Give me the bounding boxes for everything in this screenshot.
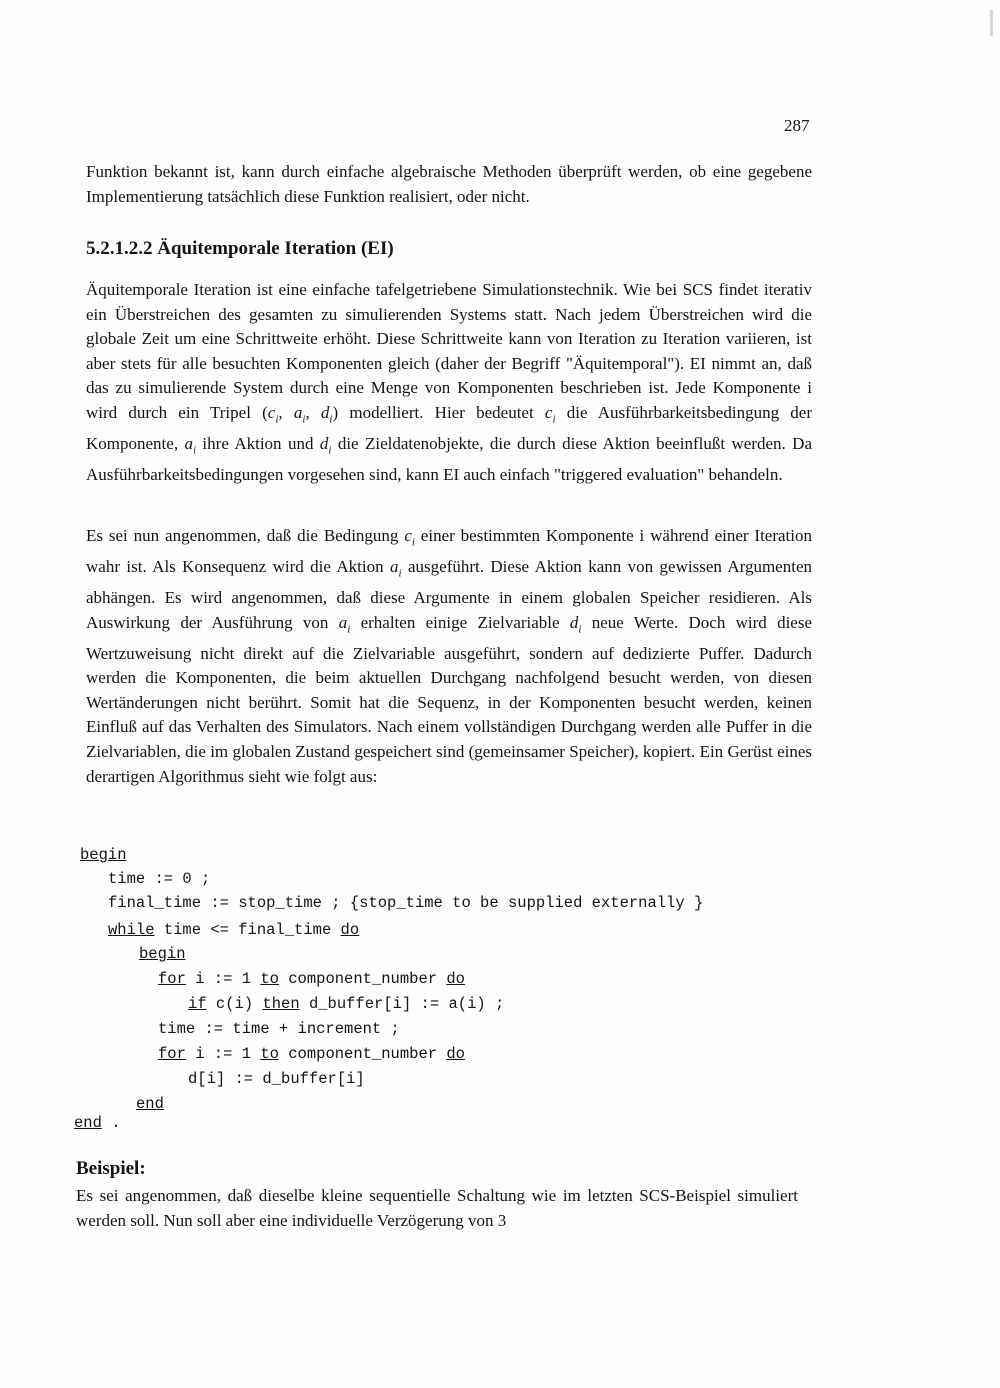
page-number: 287 [784,116,810,135]
intro-paragraph: Funktion bekannt ist, kann durch einfache algebraische Methoden überprüft werden, ob eine gegebene Implementierung tatsächlich diese Funktion realisiert, oder nicht. [86,162,812,206]
code-line-init-time: time := 0 ; [108,870,211,888]
code-line-increment: time := time + increment ; [158,1020,400,1038]
code-line-end: end . [74,1114,121,1132]
code-line-if: if c(i) then d_buffer[i] := a(i) ; [188,995,505,1013]
code-line-copy-buffer: d[i] := d_buffer[i] [188,1070,365,1088]
paragraph-ei-execution: Es sei nun angenommen, daß die Bedingung $c_i$ einer bestimmten Komponente i während einer Iteration wahr ist. Als Konsequenz wird die Aktion $a_i$ ausgeführt. Diese Aktion kann von gewissen Argumenten abhängen. Es wird angenommen, daß diese Argumente in einem globalen Speicher residieren. Als Auswirkung der Ausführung von $a_i$ erhalten einige Zielvariable $d_i$ neue Werte. Doch wird diese Wertzuweisung nicht direkt auf die Zielvariable ausgeführt, sondern auf dedizierte Puffer. Dadurch werden die Komponenten, die beim aktuellen Durchgang nachfolgend besucht werden, von diesen Wertänderungen nicht berührt. Somit hat die Sequenz, in der Komponenten besucht werden, keinen Einfluß auf das Verhalten des Simulators. Nach einem vollständigen Durchgang werden alle Puffer in die Zielvariablen, die im globalen Zustand gespeichert sind (gemeinsamer Speicher), kopiert. Ein Gerüst eines derartigen Algorithmus sieht wie folgt aus: [86,526,813,786]
section-heading: 5.2.1.2.2 Äquitemporale Iteration (EI) [86,238,394,259]
code-line-final-time: final_time := stop_time ; {stop_time to be supplied externally } [108,894,704,912]
example-heading: Beispiel: [76,1158,146,1179]
code-line-inner-end: end [136,1095,164,1113]
paragraph-ei-description: Äquitemporale Iteration ist eine einfache tafelgetriebene Simulationstechnik. Wie bei SCS findet iterativ ein Überstreichen des gesamten zu simulierenden Systems statt. Nach jedem Überstreichen wird die globale Zeit um eine Schrittweite erhöht. Diese Schrittweite kann von Iteration zu Iteration variieren, ist aber stets für alle besuchten Komponenten gleich (daher der Begriff "Äquitemporal"). EI nimmt an, daß das zu simulierende System durch eine Menge von Komponenten beschrieben ist. Jede Komponente i wird durch ein Tripel ($c_i$, $a_i$, $d_i$) modelliert. Hier bedeutet $c_i$ die Ausführbarkeitsbedingung der Komponente, $a_i$ ihre Aktion und $d_i$ die Zieldatenobjekte, die durch diese Aktion beeinflußt werden. Da Ausführbarkeitsbedingungen vorgesehen sind, kann EI auch einfach "triggered evaluation" behandeln. [86,280,812,484]
example-paragraph: Es sei angenommen, daß dieselbe kleine sequentielle Schaltung wie im letzten SCS-Beispiel simuliert werden soll. Nun soll aber eine individuelle Verzögerung von 3 [76,1186,798,1230]
code-line-for-copy: for i := 1 to component_number do [158,1045,465,1063]
scan-artifact [990,10,993,36]
code-line-for-evaluate: for i := 1 to component_number do [158,970,465,988]
code-line-while: while time <= final_time do [108,921,360,939]
code-line-begin: begin [80,846,127,864]
code-line-inner-begin: begin [139,945,186,963]
